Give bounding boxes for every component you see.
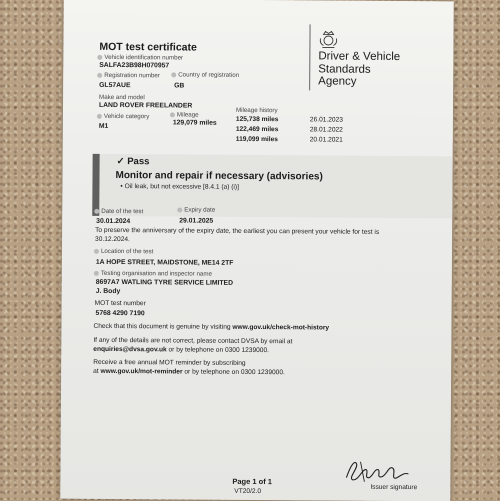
test-date-value: 30.01.2024 [96,217,131,226]
info-dot-icon [94,249,99,254]
check-genuine-text: Check that this document is genuine by visiting www.gov.uk/check-mot-history [93,322,330,332]
anniversary-date: 30.12.2024. [95,235,130,244]
info-dot-icon [97,73,102,78]
mot-reminder-link[interactable]: www.gov.uk/mot-reminder [100,367,183,376]
mot-certificate-paper [60,0,453,501]
location-label: Location of the test [94,248,153,255]
advisories-heading: Monitor and repair if necessary (advisories) [115,170,323,183]
test-number-label: MOT test number [94,299,146,308]
issuer-signature-label: Issuer signature [370,483,418,492]
check-mot-history-link[interactable]: www.gov.uk/check-mot-history [232,323,330,332]
anniversary-text: To preserve the anniversary of the expiry date, the earliest you can present your vehicle for test is [95,226,380,236]
info-dot-icon [94,271,99,276]
mileage-value: 129,079 miles [172,119,217,127]
test-number-value: 5768 4290 7190 [95,309,145,318]
make-model-label: Make and model [99,93,145,102]
info-dot-icon [97,55,102,60]
organisation-value: 8697A7 WATLING TYRE SERVICE LIMITED [95,278,234,287]
test-date-label: Date of the test [94,208,143,215]
dvsa-email-link[interactable]: enquiries@dvsa.gov.uk [93,345,167,354]
vin-label: Vehicle identification number [97,54,183,62]
organisation-label: Testing organisation and inspector name [94,270,212,278]
issuer-signature-image [340,456,410,484]
inspector-value: J. Body [95,287,121,296]
certificate-title: MOT test certificate [99,40,197,54]
incorrect-details-text: If any of the details are not correct, please contact DVSA by email at [93,336,293,346]
agency-name: Driver & Vehicle Standards Agency [318,50,401,88]
result-bar [92,154,99,216]
expiry-label: Expiry date [177,206,215,213]
vin-value: SALFA23B98H070957 [99,61,170,70]
mileage-history-row: 122,469 miles 28.01.2022 [235,125,343,134]
registration-label: Registration number [97,72,160,79]
registration-value: GL57AUE [99,81,131,90]
page-number: Page 1 of 1 [232,476,273,487]
incorrect-details-contact: enquiries@dvsa.gov.uk or by telephone on 0300 1239000. [93,345,269,355]
agency-divider [309,24,310,90]
category-label: Vehicle category [97,113,149,120]
mileage-history-label: Mileage history [235,106,278,115]
expiry-value: 29.01.2025 [179,217,214,225]
category-value: M1 [98,122,109,130]
form-version: VT20/2.0 [234,487,262,496]
info-dot-icon [170,112,175,117]
info-dot-icon [94,209,99,214]
country-value: GB [174,82,185,90]
mileage-history-row: 119,099 miles 20.01.2021 [235,135,343,144]
reminder-text: Receive a free annual MOT reminder by subscribing [93,358,246,367]
location-value: 1A HOPE STREET, MAIDSTONE, ME14 2TF [95,258,234,267]
make-model-value: LAND ROVER FREELANDER [98,101,193,110]
royal-crest-icon [317,28,339,50]
info-dot-icon [177,207,182,212]
result-status: ✓ Pass [116,156,150,168]
advisory-item: • Oil leak, but not excessive [8.4.1 (a) (i)] [120,183,239,191]
mileage-label: Mileage [170,111,199,118]
country-label: Country of registration [171,71,239,78]
info-dot-icon [171,72,176,77]
mileage-history-row: 125,738 miles 26.01.2023 [235,115,343,124]
reminder-contact: at www.gov.uk/mot-reminder or by telephone on 0300 1239000. [93,367,285,377]
info-dot-icon [97,114,102,119]
